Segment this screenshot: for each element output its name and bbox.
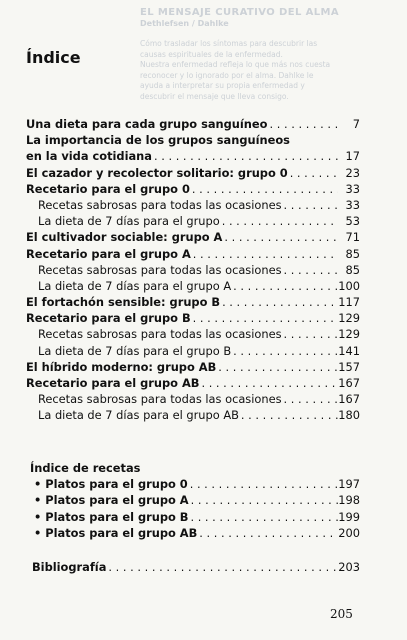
toc-entry-title: La dieta de 7 días para el grupo [38, 214, 220, 229]
dot-leader [190, 181, 338, 197]
toc-entry-title: El cultivador sociable: grupo A [26, 230, 223, 245]
toc-entry-page: 117 [338, 295, 360, 310]
dot-leader [191, 246, 338, 262]
toc-entry-page: 129 [338, 327, 360, 342]
bibliography-entry [32, 560, 360, 576]
toc-entry [26, 310, 360, 326]
show-through-line: descubrir el mensaje que lleva consigo. [140, 91, 289, 101]
toc-entry-page: 33 [345, 197, 360, 212]
recipe-index-title: Platos para el grupo A [45, 493, 189, 508]
recipe-index [26, 460, 360, 541]
show-through-lines [140, 39, 402, 102]
toc-entry-page: 85 [345, 246, 360, 261]
dot-leader [220, 213, 338, 229]
toc-entry-title: en la vida cotidiana [26, 149, 152, 164]
show-through-line: reconocer y lo ignorado por el alma. Dahlke le [140, 70, 314, 80]
toc-entry-page: 71 [345, 230, 360, 245]
toc-entry [26, 197, 360, 213]
toc-entry-page: 33 [345, 181, 360, 196]
toc-entry-title: El cazador y recolector solitario: grupo 0 [26, 165, 288, 180]
toc-entry [26, 359, 360, 375]
toc-entry [26, 391, 360, 407]
page-title: Índice [26, 48, 81, 67]
toc-entry-page: 180 [338, 408, 360, 423]
dot-leader [216, 359, 338, 375]
toc-entry [26, 213, 360, 229]
bullet-icon: • [34, 509, 42, 524]
recipe-index-entry [26, 525, 360, 541]
toc-entry-page: 85 [345, 262, 360, 277]
toc-entry [26, 181, 360, 197]
toc-entry-page: 17 [345, 149, 360, 164]
toc-entry [26, 148, 360, 164]
bullet-icon: • [34, 477, 42, 492]
toc-entry [26, 278, 360, 294]
recipe-index-title: Platos para el grupo 0 [45, 477, 188, 492]
toc-entry-title: El híbrido moderno: grupo AB [26, 359, 217, 374]
dot-leader [152, 148, 338, 164]
toc-entry [26, 246, 360, 262]
toc-entry-page: 157 [338, 359, 360, 374]
toc-entry-page: 203 [338, 560, 360, 574]
dot-leader [188, 509, 338, 525]
toc-entry-title: La dieta de 7 días para el grupo AB [38, 408, 239, 423]
dot-leader [239, 407, 338, 423]
toc-entry-title: El fortachón sensible: grupo B [26, 295, 221, 310]
toc-entry-title: Recetas sabrosas para todas las ocasiones [38, 262, 282, 277]
toc-entry-title: Recetario para el grupo AB [26, 376, 200, 390]
dot-leader [199, 375, 338, 391]
recipe-index-entry [26, 492, 360, 508]
show-through-title: EL MENSAJE CURATIVO DEL ALMA [140, 7, 340, 18]
recipe-index-page: 198 [338, 493, 360, 508]
toc-entry-page: 141 [338, 343, 360, 358]
dot-leader [267, 116, 338, 132]
dot-leader [197, 525, 338, 541]
toc-entry-title: Recetario para el grupo 0 [26, 181, 190, 196]
recipe-index-title: Platos para el grupo AB [45, 525, 198, 540]
show-through-line: Cómo trasladar los síntomas para descubrir las [140, 39, 318, 48]
dot-leader [188, 476, 338, 492]
recipe-index-entry [26, 476, 360, 492]
toc-entry-title: Recetario para el grupo A [26, 246, 191, 261]
bullet-icon: • [34, 493, 42, 508]
dot-leader [222, 229, 338, 245]
toc-entry-title: La dieta de 7 días para el grupo A [38, 278, 232, 293]
dot-leader [282, 262, 338, 278]
dot-leader [191, 310, 338, 326]
table-of-contents [26, 116, 360, 424]
toc-entry [32, 560, 360, 576]
toc-entry [26, 165, 360, 181]
dot-leader [282, 391, 338, 407]
toc-entry-page: 167 [338, 392, 360, 407]
toc-entry-page: 129 [338, 311, 360, 326]
show-through-line: Nuestra enfermedad refleja lo que más nos cuesta [140, 60, 331, 69]
recipe-index-page: 199 [338, 509, 360, 524]
dot-leader [282, 326, 338, 342]
toc-entry [26, 343, 360, 359]
toc-entry [26, 326, 360, 342]
toc-entry-title: Recetas sabrosas para todas las ocasiones [38, 197, 282, 212]
toc-entry-page: 167 [338, 376, 360, 390]
toc-entry-title: La dieta de 7 días para el grupo B [38, 343, 232, 358]
dot-leader [106, 560, 338, 574]
dot-leader [220, 294, 338, 310]
toc-entry-title: La importancia de los grupos sanguíneos [26, 133, 290, 148]
show-through-line: causas espirituales de la enfermedad. [140, 49, 283, 59]
dot-leader [189, 492, 338, 508]
toc-entry [26, 116, 360, 132]
show-through-author: Dethlefsen / Dahlke [140, 18, 229, 28]
recipe-index-entry [26, 509, 360, 525]
recipe-index-heading: Índice de recetas [30, 461, 141, 475]
page-number: 205 [330, 607, 353, 621]
toc-entry [26, 262, 360, 278]
toc-entry-title: Recetario para el grupo B [26, 311, 191, 326]
toc-entry-page: 53 [345, 214, 360, 229]
toc-entry [26, 229, 360, 245]
toc-entry [26, 407, 360, 423]
recipe-index-list [26, 476, 360, 541]
dot-leader [231, 343, 338, 359]
bullet-icon: • [34, 525, 42, 540]
toc-entry [26, 132, 360, 148]
dot-leader [282, 197, 338, 213]
recipe-index-page: 200 [338, 525, 360, 540]
show-through-line: ayuda a interpretar su propia enfermedad y [140, 81, 305, 90]
toc-entry-title: Una dieta para cada grupo sanguíneo [26, 117, 268, 131]
toc-entry-title: Bibliografía [32, 560, 107, 574]
toc-entry-title: Recetas sabrosas para todas las ocasiones [38, 327, 282, 342]
toc-entry-page: 100 [338, 278, 360, 293]
toc-entry [26, 294, 360, 310]
toc-entry-title: Recetas sabrosas para todas las ocasiones [38, 392, 282, 407]
dot-leader [288, 165, 338, 181]
recipe-index-page: 197 [338, 477, 360, 492]
show-through-text [140, 8, 402, 102]
recipe-index-title: Platos para el grupo B [45, 509, 189, 524]
toc-entry [26, 375, 360, 391]
dot-leader [231, 278, 338, 294]
toc-entry-page: 23 [345, 165, 360, 180]
toc-entry-page: 7 [352, 117, 360, 131]
